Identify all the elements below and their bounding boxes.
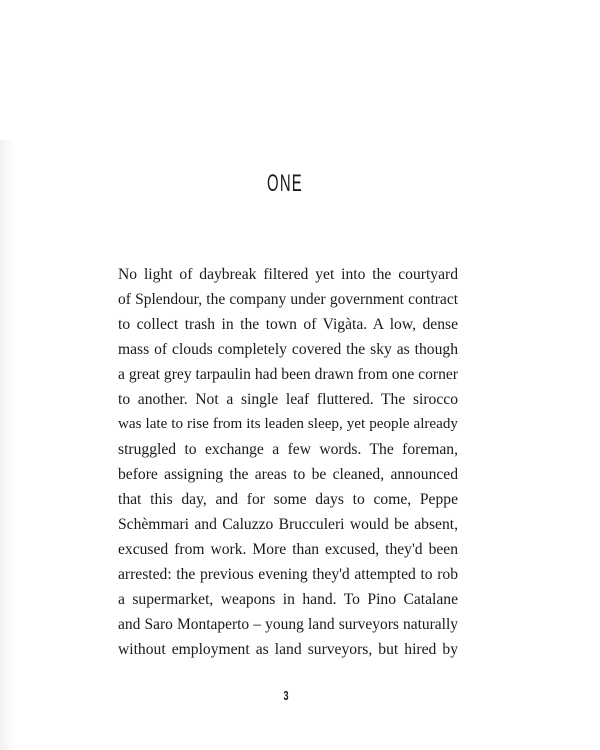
text-line: Schèmmari and Caluzzo Brucculeri would be absent, (118, 516, 458, 533)
text-line: a great grey tarpaulin had been drawn from one corner (118, 366, 458, 383)
text-line: No light of daybreak filtered yet into the courtyard (118, 266, 458, 283)
chapter-title: ONE (267, 170, 303, 197)
text-line: arrested: the previous evening they'd attempted to rob (118, 566, 458, 583)
text-line: to another. Not a single leaf fluttered. The sirocco (118, 391, 458, 408)
text-line: and Saro Montaperto – young land surveyors naturally (118, 616, 458, 633)
text-line: that this day, and for some days to come, Peppe (118, 491, 458, 508)
page-edge-shadow (0, 140, 14, 750)
text-line: a supermarket, weapons in hand. To Pino Catalane (118, 591, 458, 608)
text-line: excused from work. More than excused, they'd been (118, 541, 458, 558)
text-line: before assigning the areas to be cleaned, announced (118, 466, 458, 483)
text-line: without employment as land surveyors, but hired by (118, 641, 458, 658)
text-line: was late to rise from its leaden sleep, yet people already (118, 416, 458, 432)
text-line: struggled to exchange a few words. The foreman, (118, 441, 458, 458)
text-line: of Splendour, the company under government contract (118, 291, 458, 308)
text-line: to collect trash in the town of Vigàta. A low, dense (118, 316, 458, 333)
body-paragraph (118, 262, 458, 662)
text-line: mass of clouds completely covered the sky as though (118, 341, 458, 358)
page-number: 3 (283, 688, 289, 703)
